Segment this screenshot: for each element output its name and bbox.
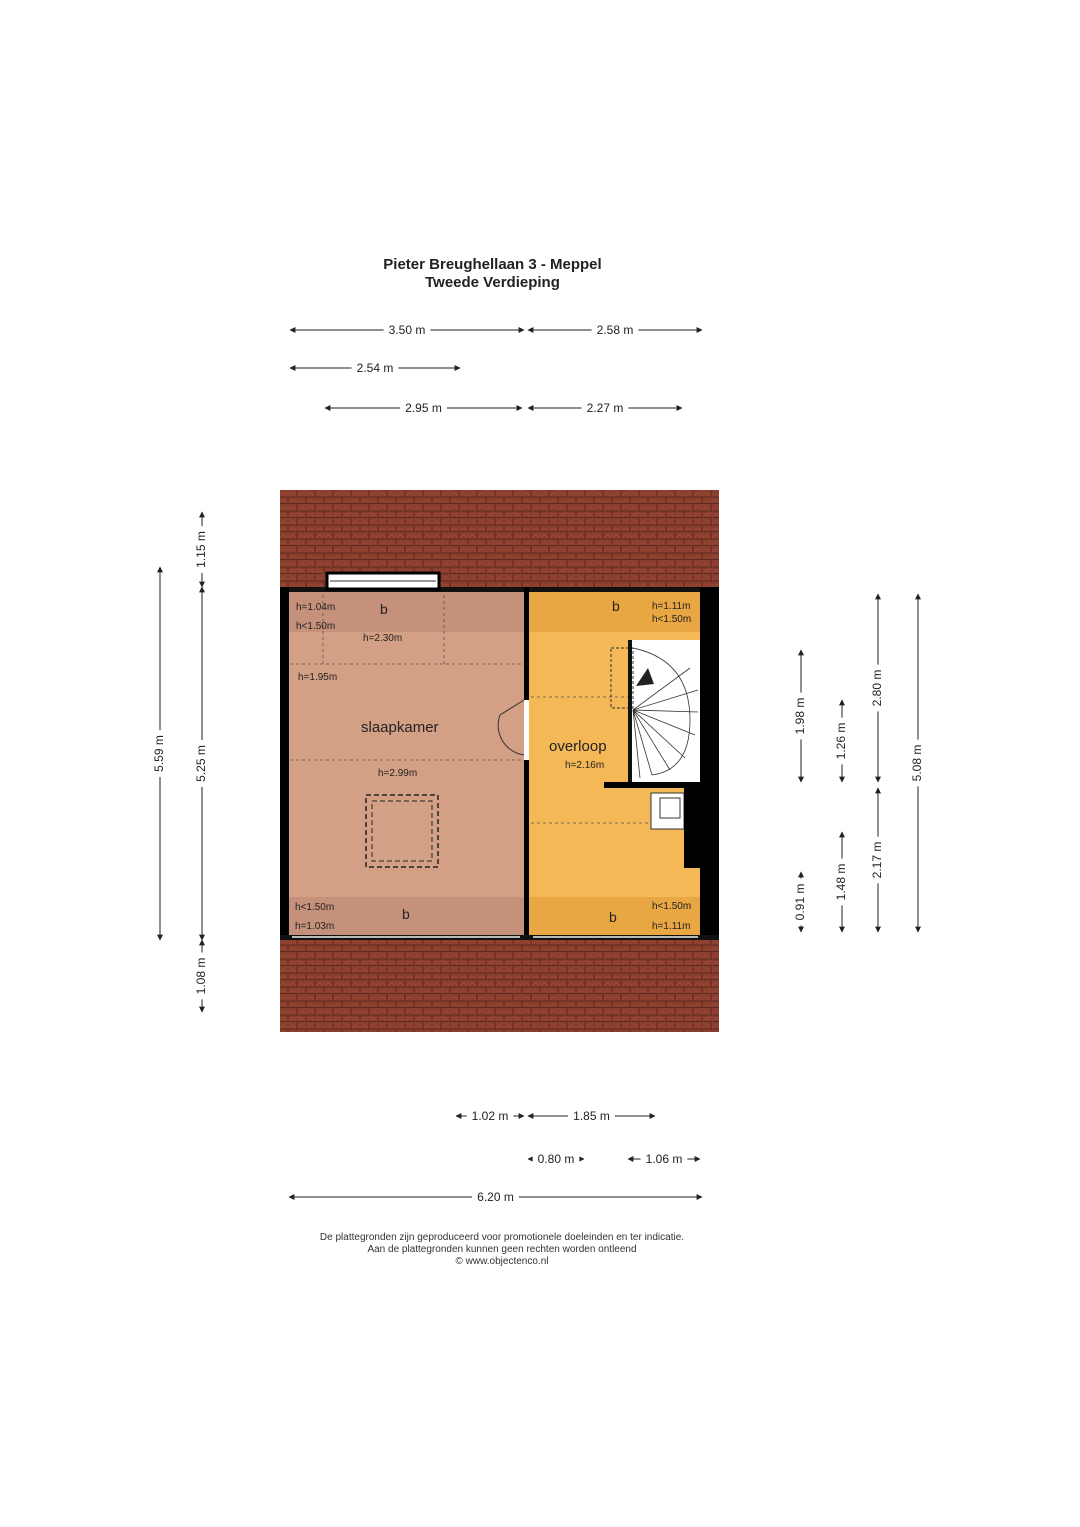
wall-stair-bottom	[604, 782, 700, 788]
dimension-label-right-5: 1.48 m	[834, 863, 849, 901]
label-h-slaap-2: h<1.50m	[296, 621, 336, 632]
disclaimer-line-3: © www.objectenco.nl	[455, 1256, 549, 1267]
dimension-label-bottom-0: 1.02 m	[471, 1109, 509, 1124]
disclaimer-line-1: De plattegronden zijn geproduceerd voor promotionele doeleinden en ter indicatie.	[319, 1232, 685, 1243]
label-b-over-top: b	[612, 598, 620, 614]
wall-right	[700, 587, 719, 939]
label-h-over-1: h=1.11m	[652, 601, 691, 612]
plan-subtitle: Tweede Verdieping	[425, 274, 560, 291]
washbasin	[660, 798, 680, 818]
wall-left	[280, 587, 289, 939]
dimension-label-right-3: 5.08 m	[910, 744, 925, 782]
wall-middle	[524, 587, 529, 939]
label-h-slaap-5: h=2.99m	[378, 768, 418, 779]
wall-stair-left	[628, 640, 632, 782]
dimension-label-right-4: 0.91 m	[793, 883, 808, 921]
dimension-label-left-3: 1.08 m	[194, 957, 209, 995]
dimension-label-top-1: 2.58 m	[596, 323, 634, 338]
dimension-label-top-0: 3.50 m	[388, 323, 426, 338]
label-h-slaap-4: h=1.95m	[298, 672, 338, 683]
dimension-label-bottom-3: 1.06 m	[645, 1152, 683, 1167]
dimension-label-bottom-1: 1.85 m	[573, 1109, 610, 1124]
dimension-label-top-4: 2.27 m	[586, 401, 624, 416]
wall-top-right	[524, 587, 719, 592]
dimension-label-right-2: 2.80 m	[870, 669, 885, 707]
label-h-slaap-1: h=1.04m	[296, 602, 336, 613]
label-h-over-2: h<1.50m	[652, 614, 692, 625]
roof-bottom	[280, 937, 719, 1032]
label-h-slaap-6: h<1.50m	[295, 902, 335, 913]
label-b-over-bottom: b	[609, 909, 617, 925]
label-h-over-3: h=2.16m	[565, 760, 605, 771]
label-b-slaap-top: b	[380, 601, 388, 617]
dimension-label-left-2: 5.25 m	[194, 745, 209, 782]
disclaimer-line-2: Aan de plattegronden kunnen geen rechten worden ontleend	[367, 1244, 637, 1255]
dimension-label-right-1: 1.26 m	[834, 722, 849, 760]
label-h-slaap-7: h=1.03m	[295, 921, 335, 932]
dimension-label-left-1: 5.59 m	[152, 735, 167, 772]
room-name-slaapkamer: slaapkamer	[361, 719, 439, 736]
label-b-slaap-bottom: b	[402, 906, 410, 922]
room-name-overloop: overloop	[549, 738, 607, 755]
dimension-label-right-0: 1.98 m	[793, 697, 808, 735]
dimension-label-bottom-4: 6.20 m	[477, 1190, 514, 1205]
door-opening	[524, 700, 529, 760]
disclaimer	[0, 1232, 1004, 1268]
wall-cabinet	[684, 788, 700, 868]
label-h-over-5: h=1.11m	[652, 921, 691, 932]
dimension-label-top-3: 2.95 m	[405, 401, 442, 416]
dimension-label-top-2: 2.54 m	[356, 361, 394, 376]
label-h-slaap-3: h=2.30m	[363, 633, 403, 644]
dimension-label-left-0: 1.15 m	[194, 531, 209, 568]
dimension-label-bottom-2: 0.80 m	[537, 1152, 575, 1167]
plan-title: Pieter Breughellaan 3 - Meppel	[383, 256, 602, 273]
dimension-label-right-6: 2.17 m	[870, 841, 885, 879]
label-h-over-4: h<1.50m	[652, 901, 692, 912]
